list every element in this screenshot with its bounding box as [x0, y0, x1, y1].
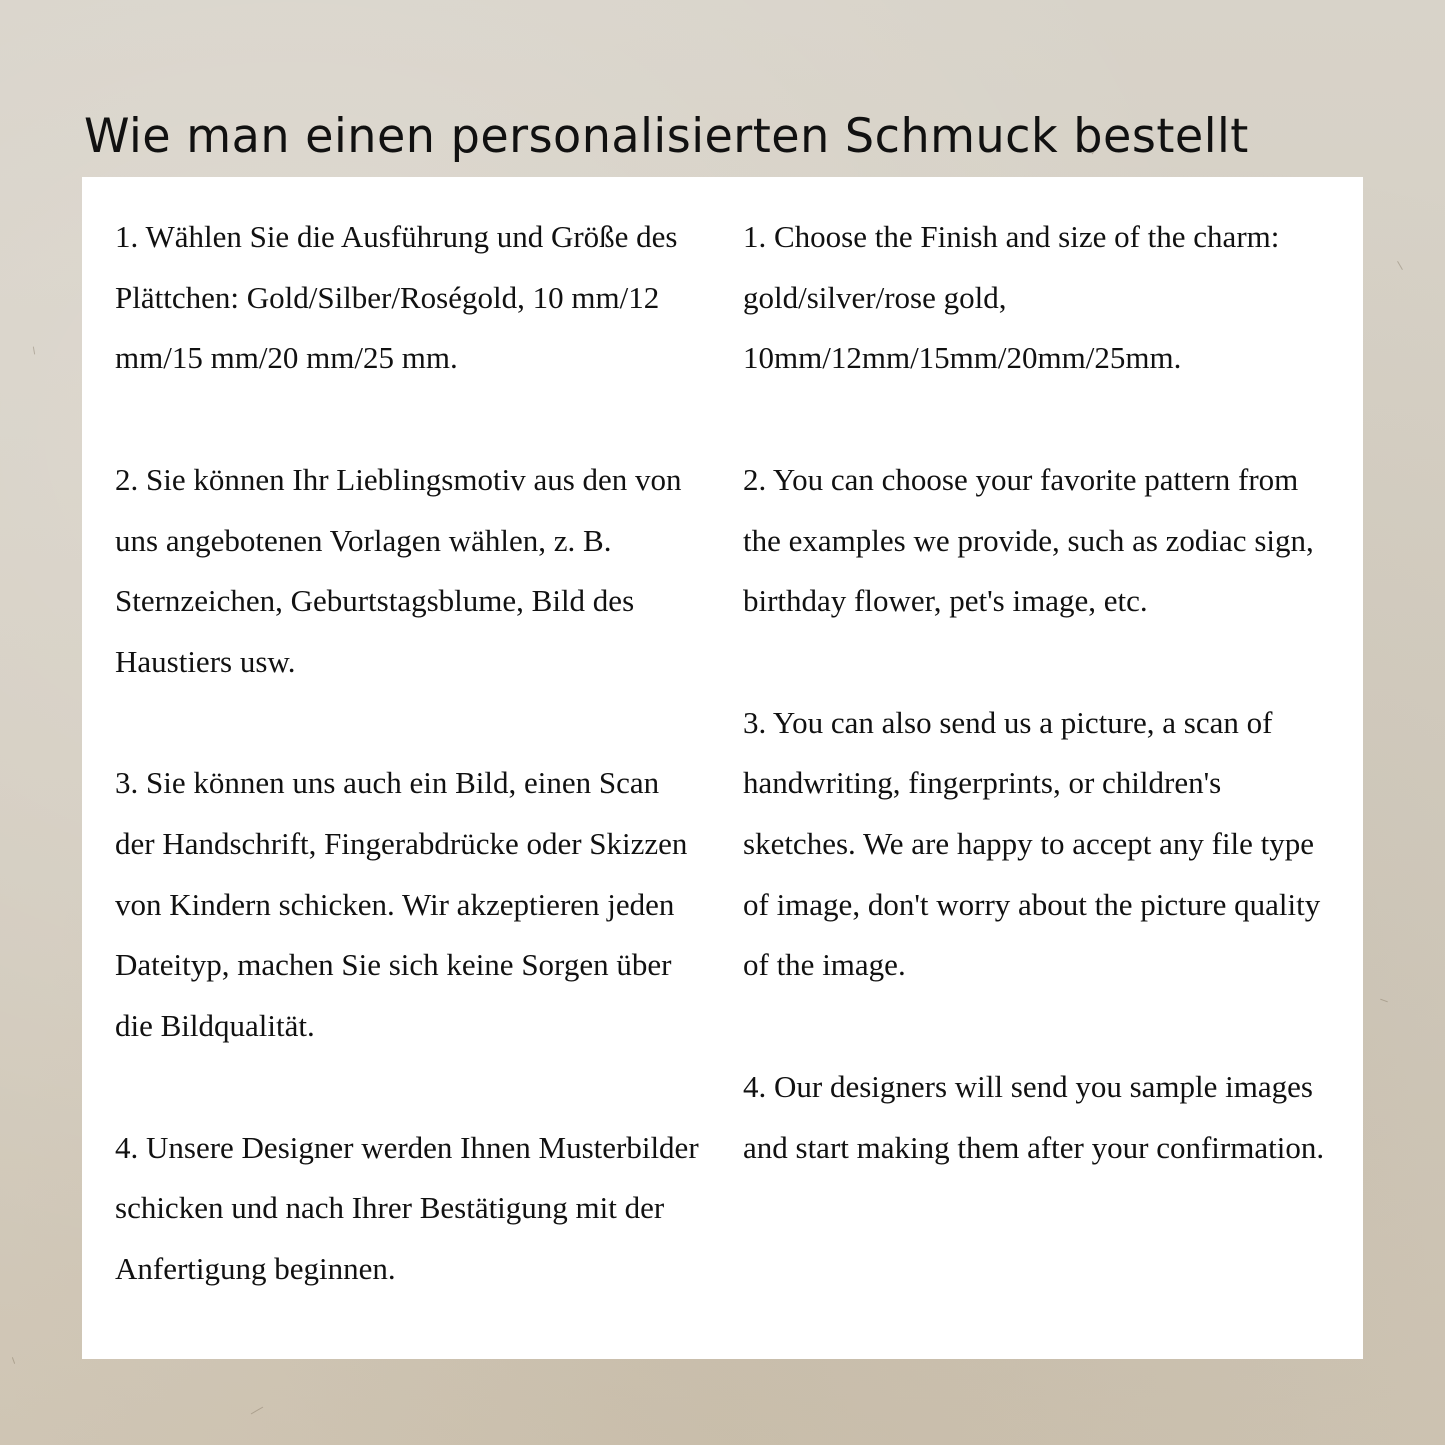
german-step-4: 4. Unsere Designer werden Ihnen Musterbilder schicken und nach Ihrer Bestätigung mit der Anfertigung beginnen. — [115, 1129, 699, 1286]
paper-fiber-decoration — [251, 1407, 264, 1415]
english-instructions-column — [743, 207, 1333, 1178]
paper-fiber-decoration — [33, 346, 35, 354]
english-step-4: 4. Our designers will send you sample images and start making them after your confirmation. — [743, 1068, 1325, 1165]
german-step-3: 3. Sie können uns auch ein Bild, einen Scan der Handschrift, Fingerabdrücke oder Skizzen von Kindern schicken. Wir akzeptieren jeden Dateityp, machen Sie sich keine Sorgen über die Bildqualität. — [115, 765, 688, 1044]
paper-fiber-decoration — [12, 1357, 15, 1364]
english-step-1: 1. Choose the Finish and size of the charm: gold/silver/rose gold, 10mm/12mm/15mm/20mm/25mm. — [743, 219, 1280, 376]
english-step-2: 2. You can choose your favorite pattern from the examples we provide, such as zodiac sign, birthday flower, pet's image, etc. — [743, 461, 1314, 619]
german-instructions-column — [115, 207, 705, 1300]
paper-fiber-decoration — [1380, 999, 1388, 1003]
german-step-2: 2. Sie können Ihr Lieblingsmotiv aus den von uns angebotenen Vorlagen wählen, z. B. Sternzeichen, Geburtstagsblume, Bild des Haustiers usw. — [115, 461, 682, 679]
english-step-3: 3. You can also send us a picture, a scan of handwriting, fingerprints, or children's sketches. We are happy to accept any file type of image, don't worry about the picture quality of the image. — [743, 704, 1321, 983]
german-step-1: 1. Wählen Sie die Ausführung und Größe des Plättchen: Gold/Silber/Roségold, 10 mm/12 mm/15 mm/20 mm/25 mm. — [115, 219, 678, 376]
paper-fiber-decoration — [1397, 261, 1403, 270]
page-title: Wie man einen personalisierten Schmuck bestellt — [84, 109, 1249, 165]
instructions-panel — [82, 177, 1363, 1359]
